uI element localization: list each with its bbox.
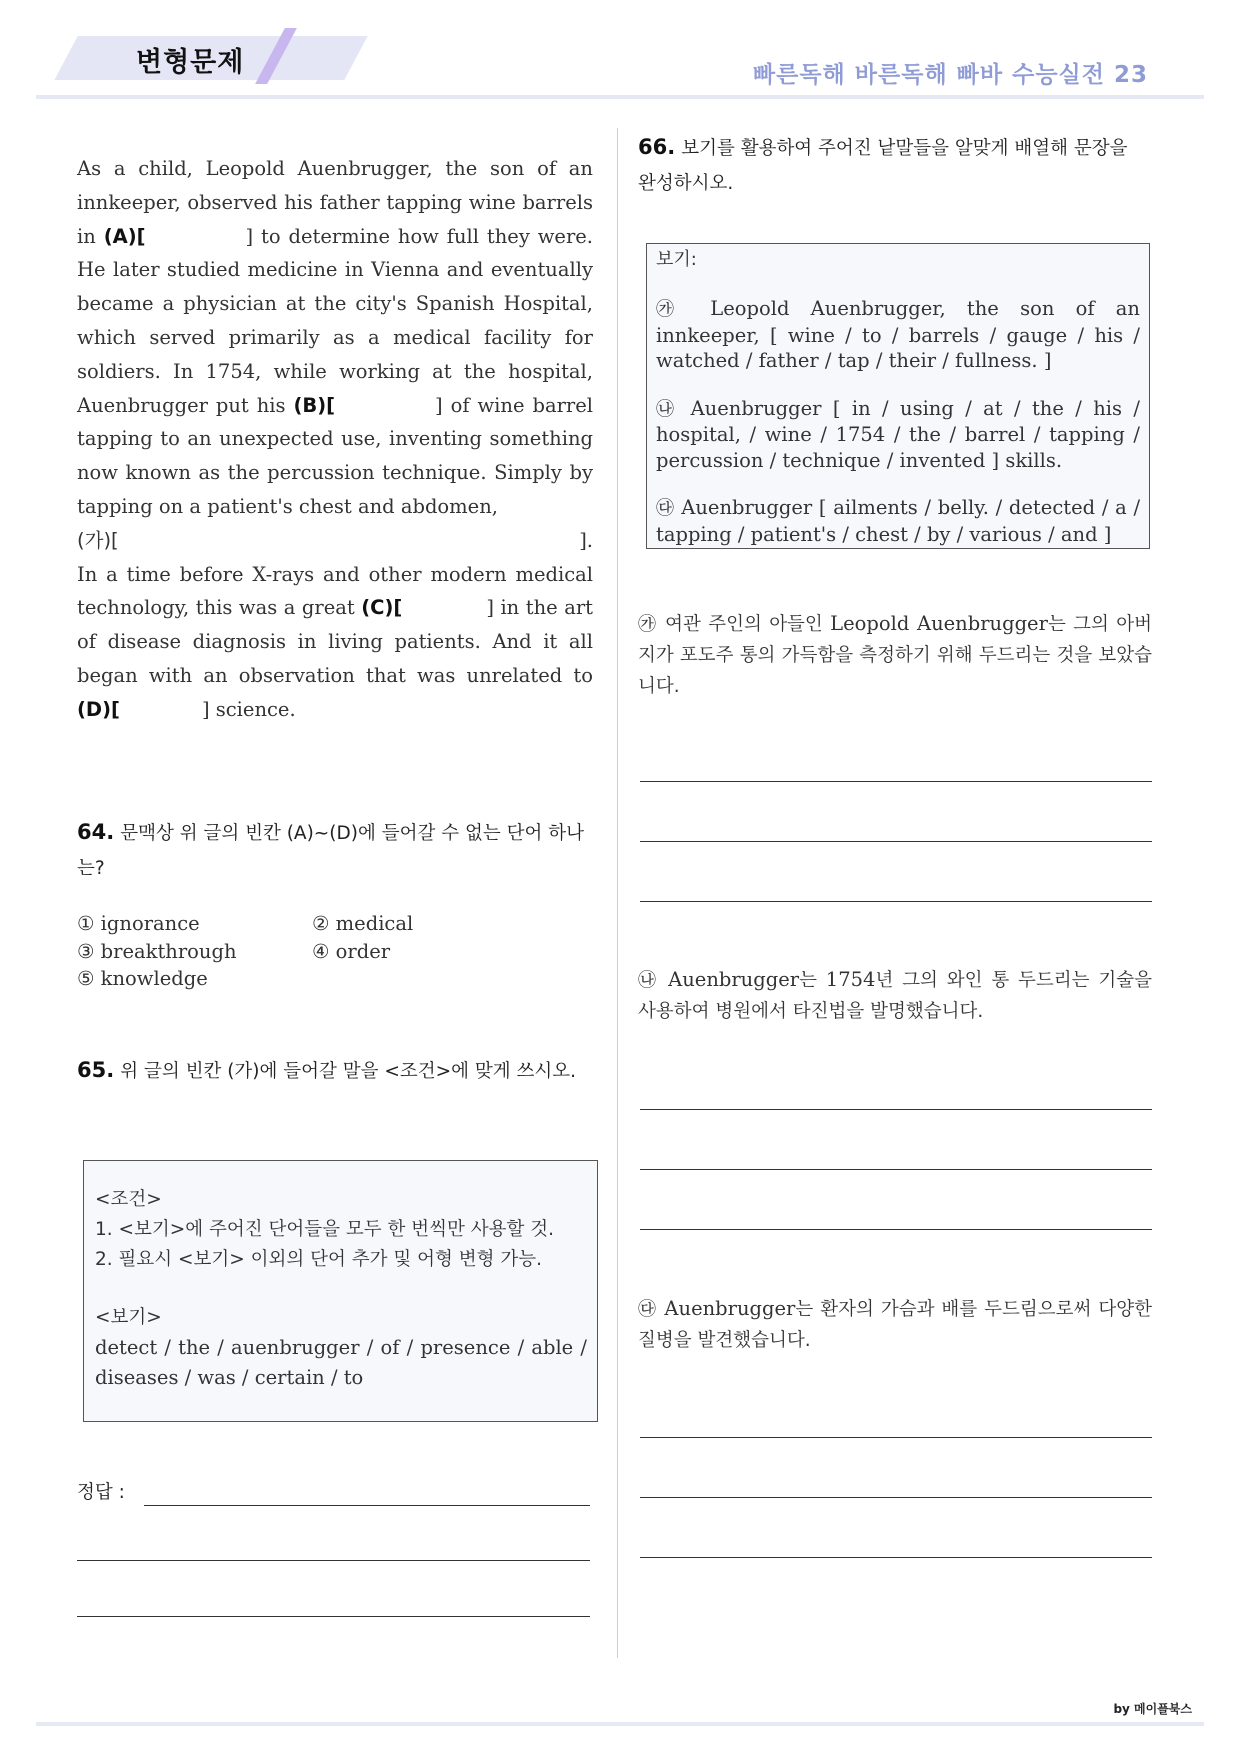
blank-ga-close: ]. bbox=[579, 528, 593, 552]
footer-rule bbox=[36, 1722, 1204, 1726]
blank-c-label: (C)[ bbox=[361, 596, 403, 620]
translation-name: Auenbrugger bbox=[664, 1297, 796, 1320]
bogi-item-na bbox=[656, 396, 1140, 474]
question-number: 64. bbox=[77, 820, 115, 844]
bogi-heading: <보기> bbox=[95, 1307, 162, 1328]
blank-a-close: ] bbox=[245, 224, 254, 248]
passage-text: of wine barrel tapping to an unexpected use, inventing something now known as the percussion technique. Simply by tapping on a patient's chest and abdomen, bbox=[77, 393, 593, 518]
passage-text: As a child, Leopold Auenbrugger, the son of an innkeeper, observed his father tapping wine barrels in bbox=[77, 157, 593, 248]
option-1[interactable]: ① ignorance bbox=[77, 912, 200, 935]
item-marker: ㉰ bbox=[638, 1299, 658, 1320]
header-rule bbox=[36, 95, 1204, 99]
blank-d-close: ] bbox=[201, 697, 210, 721]
item-marker: ㉯ bbox=[638, 970, 659, 991]
condition-2: 2. 필요시 <보기> 이외의 단어 추가 및 어형 변형 가능. bbox=[95, 1249, 543, 1270]
option-3[interactable]: ③ breakthrough bbox=[77, 939, 237, 963]
bogi-label: 보기: bbox=[656, 249, 697, 270]
answer-line[interactable] bbox=[640, 1557, 1152, 1558]
column-divider bbox=[617, 128, 618, 1658]
bogi-box bbox=[646, 243, 1150, 549]
question-number: 66. bbox=[638, 135, 676, 159]
question-64 bbox=[77, 815, 587, 886]
passage-text: In a time before X-rays and other modern medical technology, this was a great bbox=[77, 562, 593, 620]
reading-passage bbox=[77, 152, 593, 727]
answer-line[interactable] bbox=[640, 841, 1152, 842]
translation-name: Leopold Auenbrugger bbox=[830, 612, 1048, 635]
translation-da bbox=[638, 1294, 1152, 1356]
item-marker: ㉯ bbox=[656, 398, 680, 420]
bogi-item-da bbox=[656, 495, 1140, 547]
item-text: Auenbrugger [ ailments / belly. / detected / a / tapping / patient's / chest / by / various / and ] bbox=[656, 496, 1141, 546]
answer-line[interactable] bbox=[144, 1505, 590, 1506]
question-prompt: 문맥상 위 글의 빈칸 (A)~(D)에 들어갈 수 없는 단어 하나는? bbox=[77, 823, 584, 879]
condition-1: 1. <보기>에 주어진 단어들을 모두 한 번씩만 사용할 것. bbox=[95, 1219, 555, 1240]
item-text: Auenbrugger [ in / using / at / the / his / hospital, / wine / 1754 / the / barrel / tapping / percussion / technique / invented ] skills. bbox=[656, 396, 1140, 472]
passage-text: science. bbox=[209, 697, 296, 721]
item-text: Leopold Auenbrugger, the son of an innkeeper, [ wine / to / barrels / gauge / his / watched / father / tap / their / fullness. ] bbox=[656, 297, 1140, 372]
section-title: 변형문제 bbox=[136, 47, 245, 78]
translation-na bbox=[638, 965, 1152, 1027]
blank-d-label: (D)[ bbox=[77, 697, 120, 721]
answer-line[interactable] bbox=[640, 1169, 1152, 1170]
translation-ga bbox=[638, 609, 1152, 702]
passage-text: in the art of disease diagnosis in living patients. And it all began with an observation that was unrelated to bbox=[77, 596, 593, 687]
blank-b-close: ] bbox=[435, 393, 443, 417]
item-marker: ㉮ bbox=[638, 614, 658, 635]
bogi-item-ga bbox=[656, 296, 1140, 374]
translation-text: 는 환자의 가슴과 배를 두드림으로써 다양한 질병을 발견했습니다. bbox=[638, 1299, 1152, 1351]
question-66 bbox=[638, 130, 1138, 201]
series-title: 빠른독해 바른독해 빠바 수능실전 23 bbox=[752, 62, 1148, 88]
blank-a-label: (A)[ bbox=[103, 224, 146, 248]
translation-year: 1754 bbox=[825, 968, 876, 991]
answer-line[interactable] bbox=[77, 1616, 590, 1617]
translation-text: 여관 주인의 아들인 bbox=[665, 614, 831, 635]
answer-line[interactable] bbox=[640, 1229, 1152, 1230]
blank-c-close: ] bbox=[486, 596, 494, 620]
blank-ga-label: (가)[ bbox=[77, 528, 119, 552]
answer-line[interactable] bbox=[640, 781, 1152, 782]
blank-ga-line bbox=[77, 524, 593, 558]
footer-credit: by 메이플북스 bbox=[1113, 1702, 1192, 1716]
bogi-words: detect / the / auenbrugger / of / presence / able / diseases / was / certain / to bbox=[95, 1336, 587, 1389]
item-marker: ㉰ bbox=[656, 498, 675, 519]
translation-text: 는 그의 아버지가 포도주 통의 가득함을 측정하기 위해 두드리는 것을 보았습니다. bbox=[638, 614, 1152, 697]
question-65 bbox=[77, 1053, 587, 1089]
translation-text: 는 bbox=[799, 970, 826, 991]
translation-text: 년 그의 와인 통 두드리는 기술을 사용하여 병원에서 타진법을 발명했습니다. bbox=[638, 970, 1152, 1022]
passage-text: to determine how full they were. He later studied medicine in Vienna and eventually became a physician at the city's Spanish Hospital, which served primarily as a medical facility for soldiers. In 1754, while working at the hospital, Auenbrugger put his bbox=[77, 224, 594, 417]
answer-line[interactable] bbox=[640, 1497, 1152, 1498]
blank-b-label: (B)[ bbox=[293, 393, 336, 417]
answer-line[interactable] bbox=[77, 1560, 590, 1561]
question-prompt: 보기를 활용하여 주어진 낱말들을 알맞게 배열해 문장을 완성하시오. bbox=[638, 138, 1128, 194]
answer-options bbox=[77, 910, 547, 993]
option-4[interactable]: ④ order bbox=[312, 939, 391, 963]
answer-line[interactable] bbox=[640, 1437, 1152, 1438]
option-5[interactable]: ⑤ knowledge bbox=[77, 967, 208, 990]
answer-line[interactable] bbox=[640, 1109, 1152, 1110]
option-2[interactable]: ② medical bbox=[312, 912, 414, 935]
condition-box bbox=[83, 1160, 598, 1422]
question-prompt: 위 글의 빈칸 (가)에 들어갈 말을 <조건>에 맞게 쓰시오. bbox=[120, 1061, 576, 1082]
answer-label: 정답 : bbox=[77, 1482, 125, 1503]
item-marker: ㉮ bbox=[656, 299, 690, 320]
condition-heading: <조건> bbox=[95, 1189, 162, 1210]
question-number: 65. bbox=[77, 1058, 115, 1082]
translation-name: Auenbrugger bbox=[668, 968, 800, 991]
answer-line[interactable] bbox=[640, 901, 1152, 902]
